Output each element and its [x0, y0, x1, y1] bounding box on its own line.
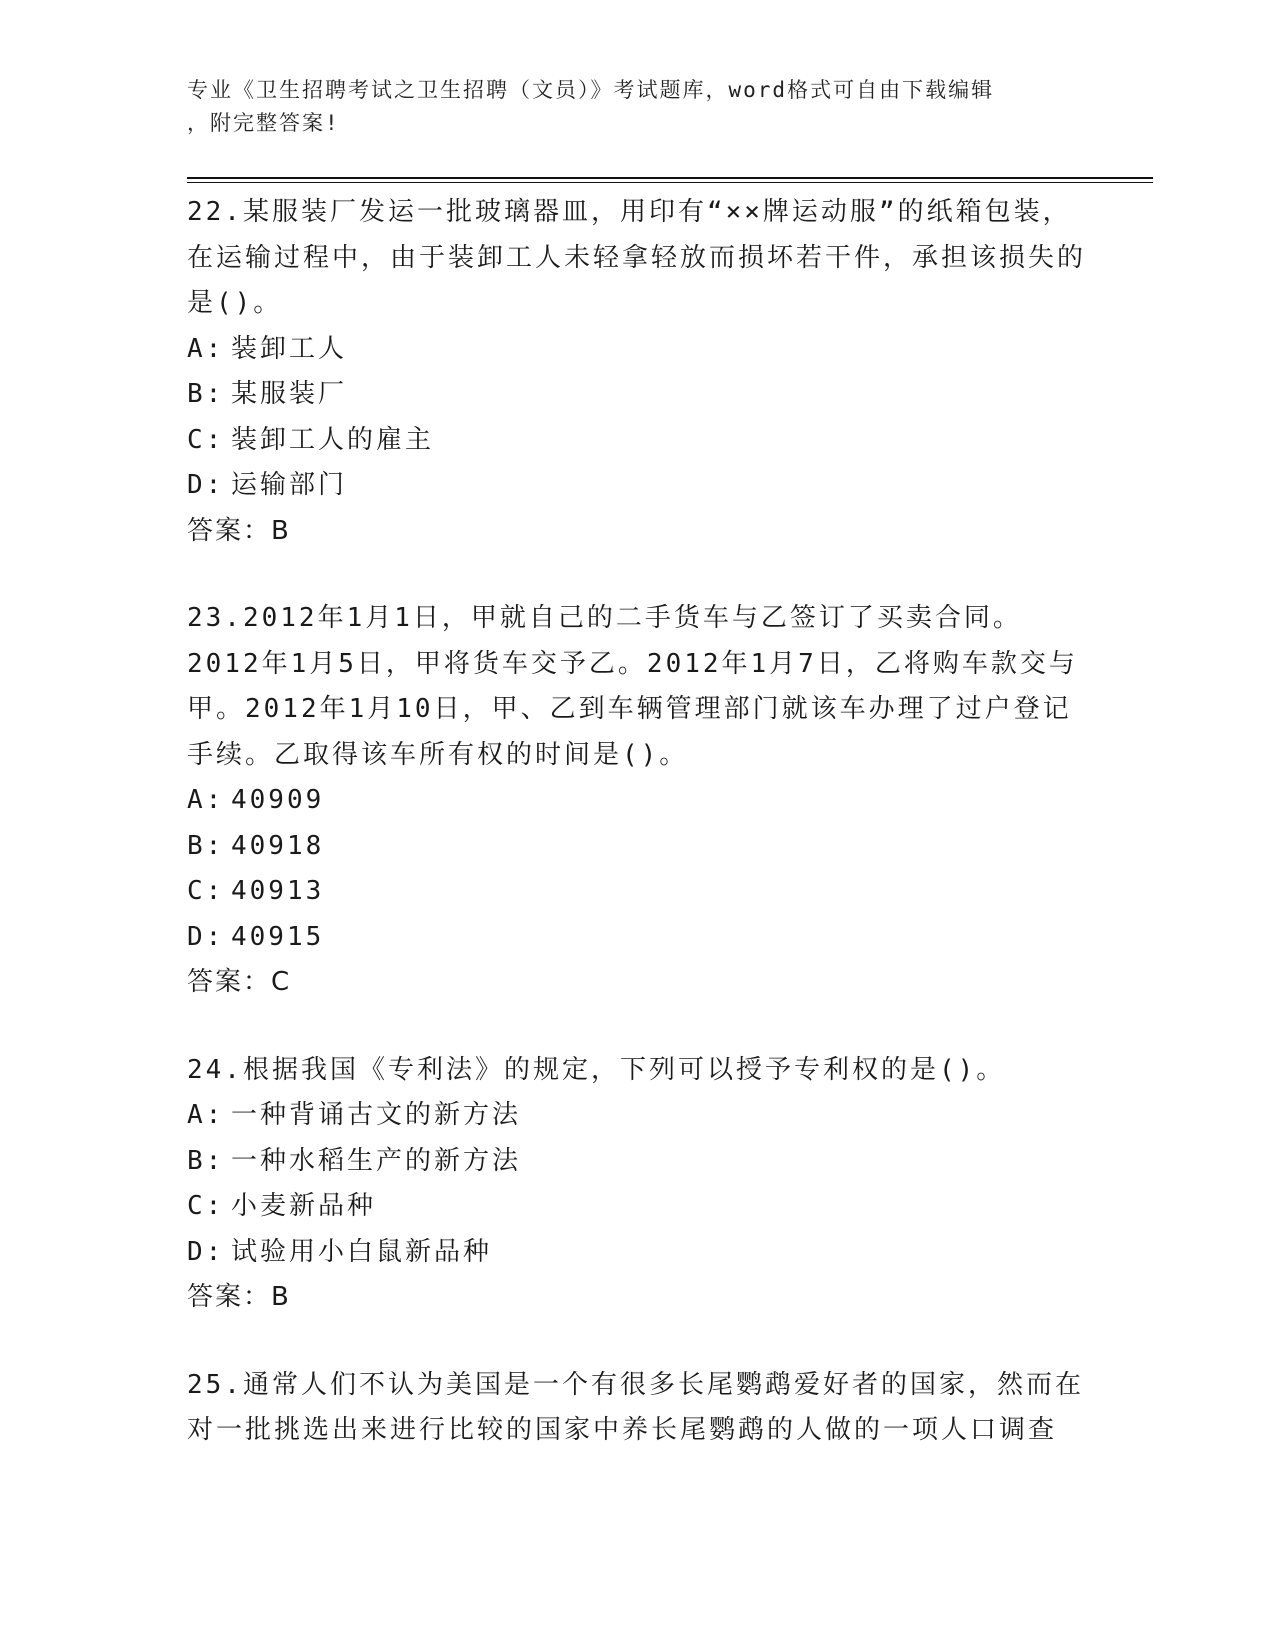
option-text: 装卸工人的雇主: [231, 424, 435, 455]
option-b: [187, 824, 1087, 870]
option-key: D:: [187, 1236, 225, 1267]
option-text: 40909: [231, 785, 325, 815]
option-text: 一种水稻生产的新方法: [231, 1145, 522, 1176]
option-text: 运输部门: [231, 470, 348, 500]
option-key: B:: [187, 379, 225, 409]
option-a: [187, 778, 1087, 824]
option-d: [187, 1230, 1087, 1276]
option-text: 40913: [231, 876, 325, 906]
option-c: [187, 869, 1087, 915]
question-list: [187, 190, 1087, 1496]
option-key: A:: [187, 333, 225, 364]
option-text: 40915: [231, 921, 325, 952]
header-divider-thin: [187, 182, 1153, 183]
option-text: 40918: [231, 830, 325, 861]
option-c: [187, 418, 1087, 464]
option-key: B:: [187, 830, 225, 861]
option-text: 一种背诵古文的新方法: [231, 1100, 522, 1130]
option-key: D:: [187, 470, 225, 500]
option-key: C:: [187, 424, 225, 455]
option-d: [187, 915, 1087, 961]
option-key: A:: [187, 1100, 225, 1130]
question-stem: 24.根据我国《专利法》的规定，下列可以授予专利权的是()。: [187, 1054, 1006, 1085]
option-key: A:: [187, 785, 225, 815]
question-stem: 23.2012年1月1日，甲就自己的二手货车与乙签订了买卖合同。2012年1月5日，甲将货车交予乙。2012年1月7日，乙将购车款交与甲。2012年1月10日，甲、乙到车辆管理部门就该车办理了过户登记手续。乙取得该车所有权的时间是()。: [187, 603, 1078, 770]
option-b: [187, 1139, 1087, 1185]
header-divider-thick: [187, 177, 1153, 179]
question-22: [187, 190, 1087, 554]
option-text: 试验用小白鼠新品种: [231, 1236, 493, 1267]
answer-line: 答案：B: [187, 1282, 291, 1312]
option-key: C:: [187, 876, 225, 906]
option-a: [187, 327, 1087, 373]
option-key: B:: [187, 1145, 225, 1176]
header-line-2: ，附完整答案!: [187, 111, 340, 135]
option-c: [187, 1184, 1087, 1230]
question-25: [187, 1363, 1087, 1454]
answer-line: 答案：B: [187, 515, 291, 546]
option-text: 装卸工人: [231, 333, 348, 364]
option-text: 某服装厂: [231, 379, 348, 409]
option-d: [187, 463, 1087, 509]
option-text: 小麦新品种: [231, 1191, 377, 1221]
question-24: [187, 1048, 1087, 1321]
header-line-1: 专业《卫生招聘考试之卫生招聘（文员）》考试题库，word格式可自由下载编辑: [187, 78, 995, 102]
option-key: C:: [187, 1191, 225, 1221]
answer-line: 答案：C: [187, 967, 292, 997]
question-stem: 25.通常人们不认为美国是一个有很多长尾鹦鹉爱好者的国家，然而在对一批挑选出来进行比较的国家中养长尾鹦鹉的人做的一项人口调查: [187, 1369, 1084, 1445]
option-b: [187, 372, 1087, 418]
question-stem: 22.某服装厂发运一批玻璃器皿，用印有“××牌运动服”的纸箱包装，在运输过程中，由于装卸工人未轻拿轻放而损坏若干件，承担该损失的是()。: [187, 197, 1087, 318]
document-header: [187, 74, 1067, 140]
option-key: D:: [187, 921, 225, 952]
option-a: [187, 1093, 1087, 1139]
question-23: [187, 596, 1087, 1006]
